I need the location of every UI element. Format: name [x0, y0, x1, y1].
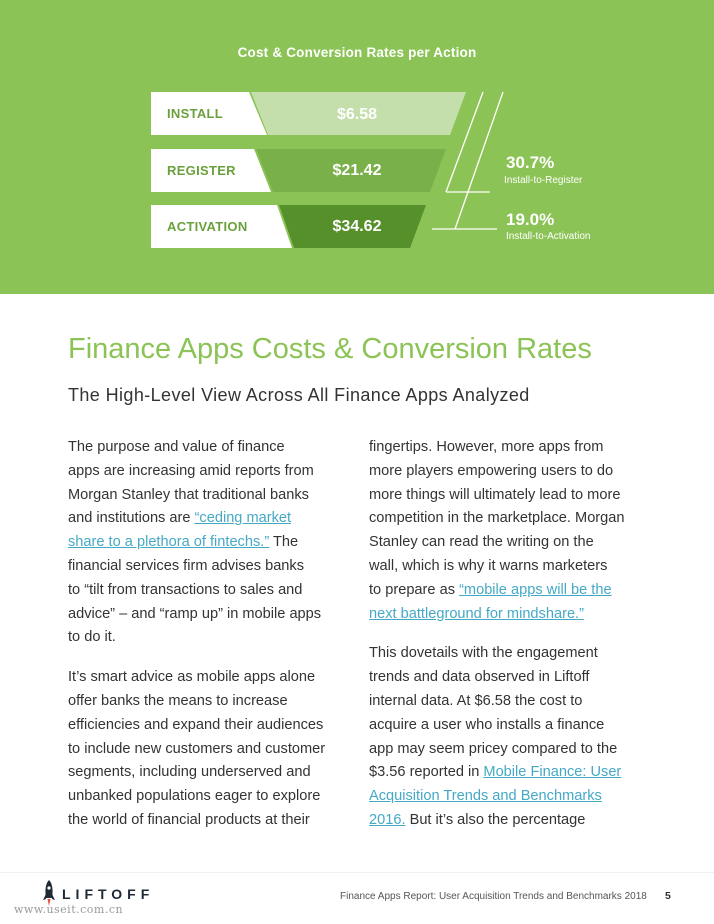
text-line: to do it. — [68, 629, 116, 646]
mobile-finance-report-link-end[interactable]: 2016. — [369, 811, 406, 828]
text-line: more things will ultimately lead to more — [369, 486, 621, 503]
mobile-apps-battleground-link[interactable]: “mobile apps will be the — [459, 581, 612, 598]
text-line: It’s smart advice as mobile apps alone — [68, 669, 316, 686]
text-line: to “tilt from transactions to sales and — [68, 581, 303, 598]
text-segment: and institutions are — [68, 510, 195, 527]
text-line — [369, 761, 659, 785]
paragraph — [369, 436, 659, 626]
funnel-banner — [0, 0, 714, 294]
text-line: the world of financial products at their — [68, 811, 310, 828]
text-segment: The — [269, 534, 299, 551]
funnel-value-activation: $34.62 — [332, 218, 382, 235]
text-line: to include new customers and customer — [68, 740, 326, 757]
ceding-market-share-link[interactable]: “ceding market — [194, 510, 292, 527]
paragraph — [369, 642, 659, 832]
funnel-value-register: $21.42 — [332, 162, 382, 179]
liftoff-logo: LIFTOFF — [62, 886, 155, 902]
mobile-finance-report-link[interactable]: Mobile Finance: User — [483, 764, 622, 781]
text-line — [369, 579, 659, 603]
text-line: trends and data observed in Liftoff — [369, 669, 590, 686]
page-number: 5 — [665, 890, 671, 902]
text-line: wall, which is why it warns marketers — [369, 557, 608, 574]
watermark: www.useit.com.cn — [14, 903, 124, 916]
text-line — [68, 507, 353, 531]
banner-title: Cost & Conversion Rates per Action — [237, 45, 477, 60]
text-line: competition in the marketplace. Morgan — [369, 510, 625, 527]
funnel-value-install: $6.58 — [336, 106, 378, 123]
paragraph — [68, 666, 353, 833]
rate-install-to-activation: 19.0% — [506, 210, 555, 229]
mobile-finance-report-link-cont[interactable]: Acquisition Trends and Benchmarks — [369, 788, 602, 805]
funnel-label-register: REGISTER — [167, 163, 236, 178]
text-line: internal data. At $6.58 the cost to — [369, 692, 583, 709]
rate-install-to-register-label: Install-to-Register — [504, 175, 583, 186]
rate-install-to-activation-label: Install-to-Activation — [506, 231, 591, 242]
funnel-label-activation: ACTIVATION — [167, 219, 248, 234]
text-line: segments, including underserved and — [68, 764, 311, 781]
text-line: The purpose and value of finance — [68, 439, 285, 455]
text-line: financial services firm advises banks — [68, 557, 305, 574]
text-segment: $3.56 reported in — [369, 764, 484, 781]
text-line — [68, 531, 353, 555]
page-title: Finance Apps Costs & Conversion Rates — [68, 333, 592, 365]
rate-install-to-register: 30.7% — [506, 153, 555, 172]
paragraph — [68, 436, 353, 650]
bracket-line-3 — [455, 92, 503, 229]
text-line: offer banks the means to increase — [68, 692, 288, 709]
text-line — [369, 809, 659, 833]
footer-divider — [0, 872, 714, 873]
ceding-market-share-link-cont[interactable]: share to a plethora of fintechs.” — [68, 534, 270, 551]
page-subtitle: The High-Level View Across All Finance Apps Analyzed — [68, 385, 530, 405]
report-title: Finance Apps Report: User Acquisition Trends and Benchmarks 2018 — [340, 891, 647, 902]
text-line: efficiencies and expand their audiences — [68, 716, 324, 733]
funnel-label-install: INSTALL — [167, 106, 224, 121]
text-line — [369, 603, 659, 627]
text-line: app may seem pricey compared to the — [369, 740, 618, 757]
text-segment: to prepare as — [369, 581, 460, 598]
mobile-apps-battleground-link-cont[interactable]: next battleground for mindshare.” — [369, 605, 584, 622]
text-line: fingertips. However, more apps from — [369, 439, 604, 455]
text-segment: But it’s also the percentage — [405, 811, 586, 828]
text-line: acquire a user who installs a finance — [369, 716, 605, 733]
text-line: This dovetails with the engagement — [369, 645, 598, 662]
text-line: Morgan Stanley that traditional banks — [68, 486, 309, 503]
text-line — [369, 785, 659, 809]
text-line: Stanley can read the writing on the — [369, 534, 594, 551]
text-line: more players empowering users to do — [369, 462, 614, 479]
left-column — [68, 436, 353, 833]
right-column — [369, 436, 659, 833]
text-line: unbanked populations eager to explore — [68, 788, 321, 805]
text-line: apps are increasing amid reports from — [68, 462, 314, 479]
funnel-graphic — [0, 0, 714, 294]
text-line: advice” – and “ramp up” in mobile apps — [68, 605, 322, 622]
